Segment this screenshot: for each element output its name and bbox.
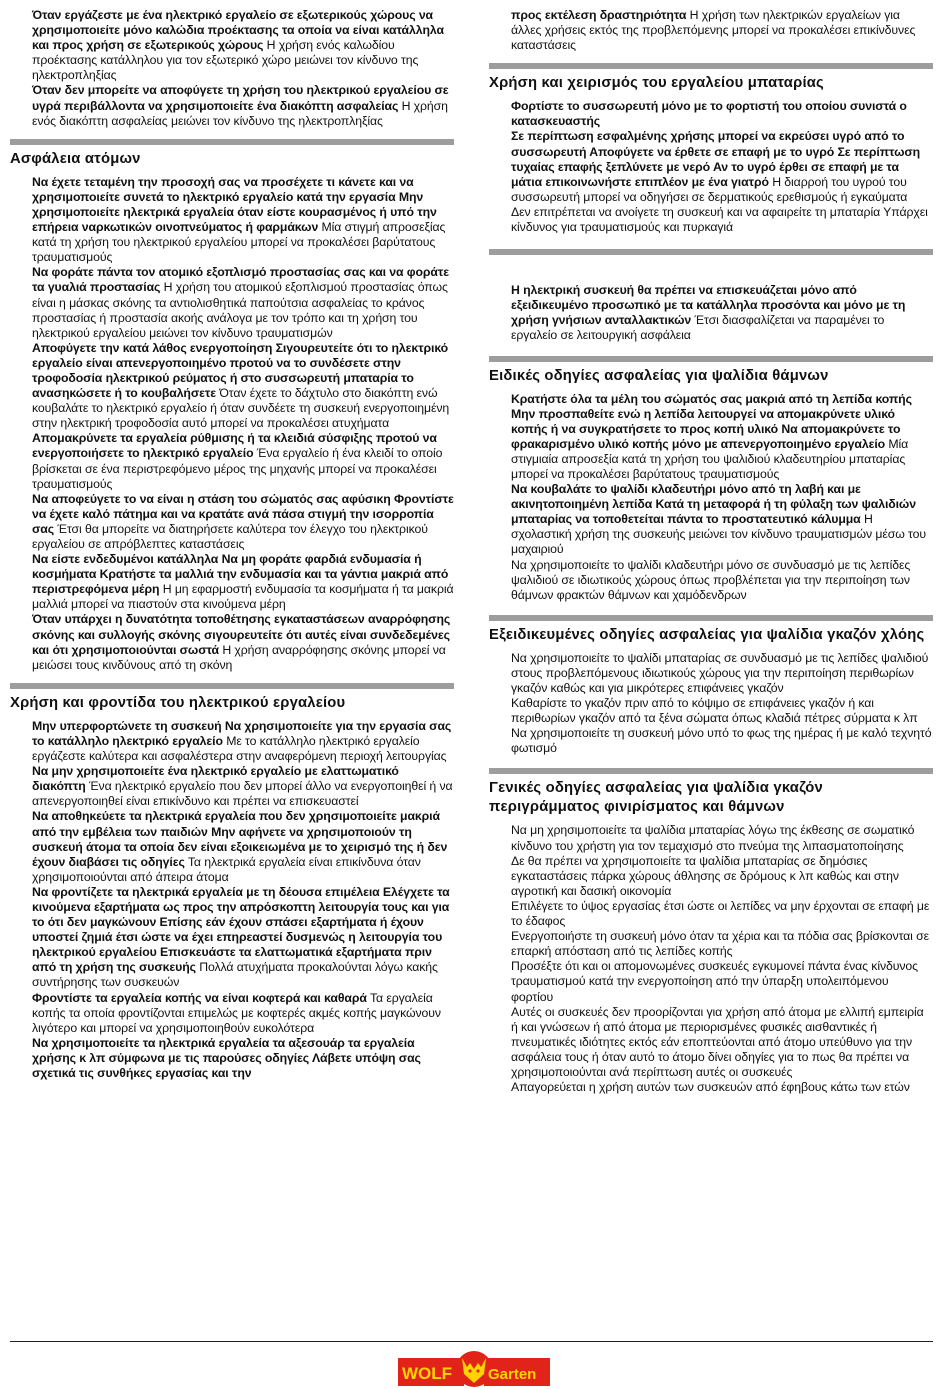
bold-text: προς εκτέλεση δραστηριότητα <box>511 8 687 22</box>
paragraph <box>489 651 933 696</box>
body-text: Μία στιγμή απροσεξίας κατά τη χρήση του ηλεκτρικού εργαλείου μπορεί να προκαλέσει βαρύτατους τραυματισμούς <box>32 220 446 265</box>
paragraph <box>10 552 454 612</box>
body-text: Η χρήση του ατομικού εξοπλισμού προστασίας όπως είναι η μάσκας σκόνης τα αντιολισθητικά παπούτσια ασφαλείας το κράνος προστασίας ή προστασία ακοής ανάλογα με τον τρόπο και τη χρήση του ηλεκτρικού εργαλείου μειώνει τον κίνδυνο τραυματισμών <box>32 280 448 340</box>
body-text: Έτσι θα μπορείτε να διατηρήσετε καλύτερα τον έλεγχο του ηλεκτρικού εργαλείου σε απρόβλεπτες καταστάσεις <box>32 521 428 551</box>
paragraph <box>489 854 933 899</box>
paragraph <box>489 823 933 853</box>
logo-wolf-text: WOLF <box>402 1364 453 1383</box>
body-text: Να χρησιμοποιείτε τη συσκευή μόνο υπό το φως της ημέρας ή με καλό τεχνητό φωτισμό <box>511 726 932 756</box>
bold-text: Να φροντίζετε τα ηλεκτρικά εργαλεία με τη δέουσα επιμέλεια Ελέγχετε τα κινούμενα εξαρτήματα ως προς την απρόσκοπτη λειτουργία τους και για το ότι δεν μαγκώνουν Επίσης εάν έχουν σπάσει εξαρτήματα ή έχουν υποστεί ζημιά έτσι ώστε να έχει επηρεαστεί δυσμενώς η λειτουργία του ηλεκτρικού εργαλείου Επισκευάστε τα ελαττωματικά εξαρτήματα πριν από τη χρήση της συσκευής <box>32 884 450 975</box>
bold-text: Να χρησιμοποιείτε τα ηλεκτρικά εργαλεία τα αξεσουάρ τα εργαλεία χρήσης κ λπ σύμφωνα με τις παρούσες οδηγίες Λάβετε υπόψη σας σχετικά τις συνθήκες εργασίας και την <box>32 1035 421 1080</box>
body-text: Η μη εφαρμοστή ενδυμασία τα κοσμήματα ή τα μακριά μαλλιά μπορεί να πιαστούν στα κινούμενα μέρη <box>32 582 454 612</box>
paragraph <box>489 1005 933 1080</box>
paragraph <box>10 8 454 83</box>
body-text: Η χρήση αναρρόφησης σκόνης μπορεί να μειώσει τους κινδύνους από τη σκόνη <box>32 642 446 672</box>
bold-text: Μην υπερφορτώνετε τη συσκευή Να χρησιμοποιείτε για την εργασία σας το κατάλληλο ηλεκτρικό εργαλείο <box>32 718 452 748</box>
body-text: Πολλά ατυχήματα προκαλούνται λόγω κακής συντήρησης των συσκευών <box>32 960 438 990</box>
paragraph <box>489 205 933 235</box>
paragraph <box>10 341 454 432</box>
bold-text: Να κουβαλάτε το ψαλίδι κλαδευτήρι μόνο από τη λαβή και με ακινητοποιημένη λεπίδα Κατά τη μεταφορά ή τη φύλαξη των ψαλιδιών μπαταρίας να τοποθετείται πάντα το προστατευτικό κάλυμμα <box>511 482 916 527</box>
body-text: Δεν επιτρέπεται να ανοίγετε τη συσκευή και να αφαιρείτε τη μπαταρία Υπάρχει κίνδυνος για τραυματισμούς και πυρκαγιά <box>511 204 928 235</box>
paragraph <box>489 283 933 343</box>
bold-text: Φροντίστε τα εργαλεία κοπής να είναι κοφτερά και καθαρά <box>32 990 367 1005</box>
body-text: Να μη χρησιμοποιείτε τα ψαλίδια μπαταρίας λόγω της έκθεσης σε σωματικό κίνδυνο του χρήστη για τον τεμαχισμό στο πνεύμα της λιπασματοποίησης <box>511 823 915 853</box>
body-text: Η χρήση ενός διακόπτη ασφαλείας μειώνει τον κίνδυνο της ηλεκτροπληξίας <box>32 98 448 128</box>
paragraph <box>10 83 454 128</box>
paragraph <box>489 8 933 53</box>
body-text: Μία στιγμιαία απροσεξία κατά τη χρήση του ψαλιδιού κλαδευτηρίου μπαταρίας μπορεί να προκαλέσει βαρύτατους τραυματισμούς <box>511 436 909 481</box>
body-text: Η χρήση των ηλεκτρικών εργαλείων για άλλες χρήσεις εκτός της προβλεπόμενης μπορεί να προκαλέσει επικίνδυνες καταστάσεις <box>511 8 916 53</box>
paragraph <box>10 885 454 991</box>
paragraph <box>10 175 454 266</box>
paragraph <box>10 719 454 764</box>
body-text: Η σχολαστική χρήση της συσκευής μειώνει τον κίνδυνο τραυματισμών μέσω του μαχαιριού <box>511 512 926 557</box>
body-text: Να χρησιμοποιείτε το ψαλίδι μπαταρίας σε συνδυασμό με τις λεπίδες ψαλιδιού στους προβλεπόμενους ιδιωτικούς χώρους για την περιποίηση περιθωρίων γκαζόν καθώς και για μικρότερες επιφάνειες γκαζόν <box>511 650 929 695</box>
bold-text: Σε περίπτωση εσφαλμένης χρήσης μπορεί να εκρεύσει υγρό από το συσσωρευτή Αποφύγετε να έρθετε σε επαφή με το υγρό Σε περίπτωση τυχαίας επαφής ξεπλύνετε με νερό Αν το υγρό έρθει σε επαφή με τα μάτια επικοινωνήστε επιπλέον με ένα γιατρό <box>511 129 921 189</box>
bold-text: Η ηλεκτρική συσκευή θα πρέπει να επισκευάζεται μόνο από εξειδικευμένο προσωπικό με τα κατάλληλα προσόντα και μόνο με τη χρήση γνήσιων ανταλλακτικών <box>511 283 906 328</box>
paragraph <box>489 482 933 557</box>
bold-text: Να μην χρησιμοποιείτε ένα ηλεκτρικό εργαλείο με ελαττωματικό διακόπτη <box>32 764 399 794</box>
body-text: Καθαρίστε το γκαζόν πριν από το κόψιμο σε επιφάνειες γκαζόν ή και περιθωρίων γκαζόν από τα ξένα σώματα όπως κλαδιά πέτρες σύρματα κ λπ <box>511 696 918 726</box>
paragraph <box>10 265 454 340</box>
paragraph <box>10 1036 454 1081</box>
paragraph <box>489 929 933 959</box>
bold-text: Απομακρύνετε τα εργαλεία ρύθμισης ή τα κλειδιά σύσφιξης προτού να ενεργοποιήσετε το ηλεκτρικό εργαλείο <box>32 431 437 461</box>
paragraph <box>10 612 454 672</box>
paragraph <box>489 129 933 204</box>
paragraph <box>489 99 933 129</box>
paragraph <box>10 764 454 809</box>
paragraph <box>489 899 933 929</box>
body-text: Με το κατάλληλο ηλεκτρικό εργαλείο εργάζεστε καλύτερα και ασφαλέστερα στην αναφερόμενη περιοχή λειτουργίας <box>32 733 447 764</box>
section-title-grass-shears: Εξειδικευμένες οδηγίες ασφαλείας για ψαλίδια γκαζόν χλόης <box>489 626 925 643</box>
bold-text: Να φοράτε πάντα τον ατομικό εξοπλισμό προστασίας σας και να φοράτε τα γυαλιά προστασίας <box>32 265 450 295</box>
body-text: Επιλέγετε το ύψος εργασίας έτσι ώστε οι λεπίδες να μην έρχονται σε επαφή με το έδαφος <box>511 898 930 929</box>
right-column <box>489 0 933 1095</box>
bold-text: Να αποφεύγετε το να είναι η στάση του σώματός σας αφύσικη Φροντίστε να έχετε καλό πάτημα και να κρατάτε ανά πάσα στιγμή την ισορροπία σας <box>32 491 454 536</box>
body-text: Έτσι διασφαλίζεται να παραμένει το εργαλείο σε λειτουργική ασφάλεια <box>511 313 885 343</box>
body-text: Ένα εργαλείο ή ένα κλειδί το οποίο βρίσκεται σε ένα περιστρεφόμενο μέρος της μηχανής μπορεί να προκαλέσει τραυματισμούς <box>32 446 443 491</box>
section-title-hedge-shears: Ειδικές οδηγίες ασφαλείας για ψαλίδια θάμνων <box>489 367 829 384</box>
body-text: Ένα ηλεκτρικό εργαλείο που δεν μπορεί άλλο να ενεργοποιηθεί ή να απενεργοποιηθεί είναι επικίνδυνο και πρέπει να επισκευαστεί <box>32 779 453 809</box>
body-text: Η χρήση ενός καλωδίου προέκτασης κατάλληλου για τον εξωτερικό χώρο μειώνει τον κίνδυνο της ηλεκτροπληξίας <box>32 38 419 83</box>
bold-text: Φορτίστε το συσσωρευτή μόνο με το φορτιστή του οποίου συνιστά ο κατασκευαστής <box>511 99 907 129</box>
left-column <box>10 0 454 1081</box>
body-text: Προσέξτε ότι και οι απομονωμένες συσκευές εγκυμονεί πάντα ένας κίνδυνος τραυματισμού κατά την ενεργοποίηση από την ύπαρξη υπολειπόμενου φορτίου <box>511 959 918 1004</box>
paragraph <box>489 959 933 1004</box>
section-title-battery-tool: Χρήση και χειρισμός του εργαλείου μπαταρίας <box>489 75 824 92</box>
bold-text: Όταν υπάρχει η δυνατότητα τοποθέτησης εγκαταστάσεων αναρρόφησης σκόνης και συλλογής σκόνης σιγουρευτείτε ότι αυτές είναι συνδεδεμένες και ότι χρησιμοποιούνται σωστά <box>32 612 451 657</box>
paragraph <box>489 558 933 603</box>
bold-text: Όταν δεν μπορείτε να αποφύγετε τη χρήση του ηλεκτρικού εργαλείου σε υγρά περιβάλλοντα να χρησιμοποιείτε ένα διακόπτη ασφαλείας <box>32 83 449 113</box>
paragraph <box>10 809 454 884</box>
section-title-personal-safety: Ασφάλεια ατόμων <box>10 150 141 167</box>
bold-text: Όταν εργάζεστε με ένα ηλεκτρικό εργαλείο σε εξωτερικούς χώρους να χρησιμοποιείτε μόνο καλώδια προέκτασης τα οποία να είναι κατάλληλα και προς χρήση σε εξωτερικούς χώρους <box>32 8 444 53</box>
body-text: Να χρησιμοποιείτε το ψαλίδι κλαδευτήρι μόνο σε συνδυασμό με τις λεπίδες ψαλιδιού σε ιδιωτικούς χώρους όπως προβλέπεται για την περιποίηση των θάμνων φρακτών θάμνων και χαμόδενδρων <box>511 557 911 602</box>
paragraph <box>10 431 454 491</box>
body-text: Απαγορεύεται η χρήση αυτών των συσκευών από έφηβους κάτω των ετών <box>511 1080 910 1095</box>
bold-text: Να είστε ενδεδυμένοι κατάλληλα Να μη φοράτε φαρδιά ενδυμασία ή κοσμήματα Κρατήστε τα μαλλιά την ενδυμασία και τα γάντια μακριά από περιστρεφόμενα μέρη <box>32 552 449 597</box>
bold-text: Να αποθηκεύετε τα ηλεκτρικά εργαλεία που δεν χρησιμοποιείτε μακριά από την εμβέλεια των παιδιών Μην αφήνετε να χρησιμοποιούν τη συσκευή άτομα τα οποία δεν είναι εξοικειωμένα με το χειρισμό της ή δεν έχουν διαβάσει τις οδηγίες <box>32 809 448 869</box>
section-title-general-shears: Γενικές οδηγίες ασφαλείας για ψαλίδια γκαζόν περιγράμματος φινιρίσματος και θάμνων <box>489 780 823 816</box>
paragraph <box>10 492 454 552</box>
body-text: Ενεργοποιήστε τη συσκευή μόνο όταν τα χέρια και τα πόδια σας βρίσκονται σε επαρκή απόσταση από τις λεπίδες κοπής <box>511 929 930 959</box>
body-text: Η διαρροή του υγρού του συσσωρευτή μπορεί να οδηγήσει σε δερματικούς ερεθισμούς ή εγκαύματα <box>511 174 908 204</box>
bold-text: Αποφύγετε την κατά λάθος ενεργοποίηση Σιγουρευτείτε ότι το ηλεκτρικό εργαλείο είναι απενεργοποιημένο προτού να το συνδέσετε στην τροφοδοσία ηλεκτρικού ρεύματος ή στο συσσωρευτή μπαταρία το ανασηκώσετε ή το κουβαλήσετε <box>32 340 449 401</box>
logo-garten-text: Garten <box>488 1366 537 1383</box>
paragraph <box>10 991 454 1036</box>
footer-divider <box>10 1341 933 1342</box>
paragraph <box>489 696 933 726</box>
body-text: Αυτές οι συσκευές δεν προορίζονται για χρήση από άτομα με ελλιπή εμπειρία ή και γνώσεων ή από άτομα με περιορισμένες φυσικές αισθαντικές ή πνευματικές ιδιότητες εκτός εάν εποπτεύονται από άτομο υπεύθυνο για την ασφάλεια τους ή όταν αυτό το άτομο δίνει οδηγίες για το πως θα πρέπει να χρησιμοποιούνται ανά περίπτωση αυτές οι συσκευές <box>511 1004 924 1079</box>
section-title-tool-use: Χρήση και φροντίδα του ηλεκτρικού εργαλείου <box>10 694 346 711</box>
body-text: Τα εργαλεία κοπής τα οποία φροντίζονται επιμελώς με κοφτερές ακμές κοπής μαγκώνουν λιγότερο και μπορεί να χρησιμοποιηθούν ευκολότερα <box>32 990 441 1035</box>
body-text: Όταν έχετε το δάχτυλο στο διακόπτη ενώ κουβαλάτε το ηλεκτρικό εργαλείο ή όταν συνδέετε τη συσκευή ενεργοποιημένη στην ηλεκτρική τροφοδοσία αυτό μπορεί να προκαλέσει ατυχήματα <box>32 386 450 431</box>
body-text: Τα ηλεκτρικά εργαλεία είναι επικίνδυνα όταν χρησιμοποιούνται από άπειρα άτομα <box>32 854 421 884</box>
paragraph <box>489 392 933 483</box>
body-text: Δε θα πρέπει να χρησιμοποιείτε τα ψαλίδια μπαταρίας σε δημόσιες εγκαταστάσεις πάρκα χώρους άθλησης σε δρόμους κ λπ καθώς και στην αγροτική και δασική οικονομία <box>511 853 899 898</box>
bold-text: Να έχετε τεταμένη την προσοχή σας να προσέχετε τι κάνετε και να χρησιμοποιείτε συνετά το ηλεκτρικό εργαλείο κατά την εργασία Μην χρησιμοποιείτε ηλεκτρικά εργαλεία όταν είστε κουρασμένος ή υπό την επήρεια ναρκωτικών οινοπνεύματος ή φαρμάκων <box>32 174 437 235</box>
paragraph <box>489 1080 933 1095</box>
paragraph <box>489 726 933 756</box>
bold-text: Κρατήστε όλα τα μέλη του σώματός σας μακριά από τη λεπίδα κοπής Μην προσπαθείτε ενώ η λεπίδα λειτουργεί να απομακρύνετε υλικό κοπής ή να συγκρατήσετε το προς κοπή υλικό Να απομακρύνετε το φρακαρισμένο υλικό κοπής μόνο με απενεργοποιημένο εργαλείο <box>511 391 912 451</box>
wolf-garten-logo <box>398 1350 550 1388</box>
